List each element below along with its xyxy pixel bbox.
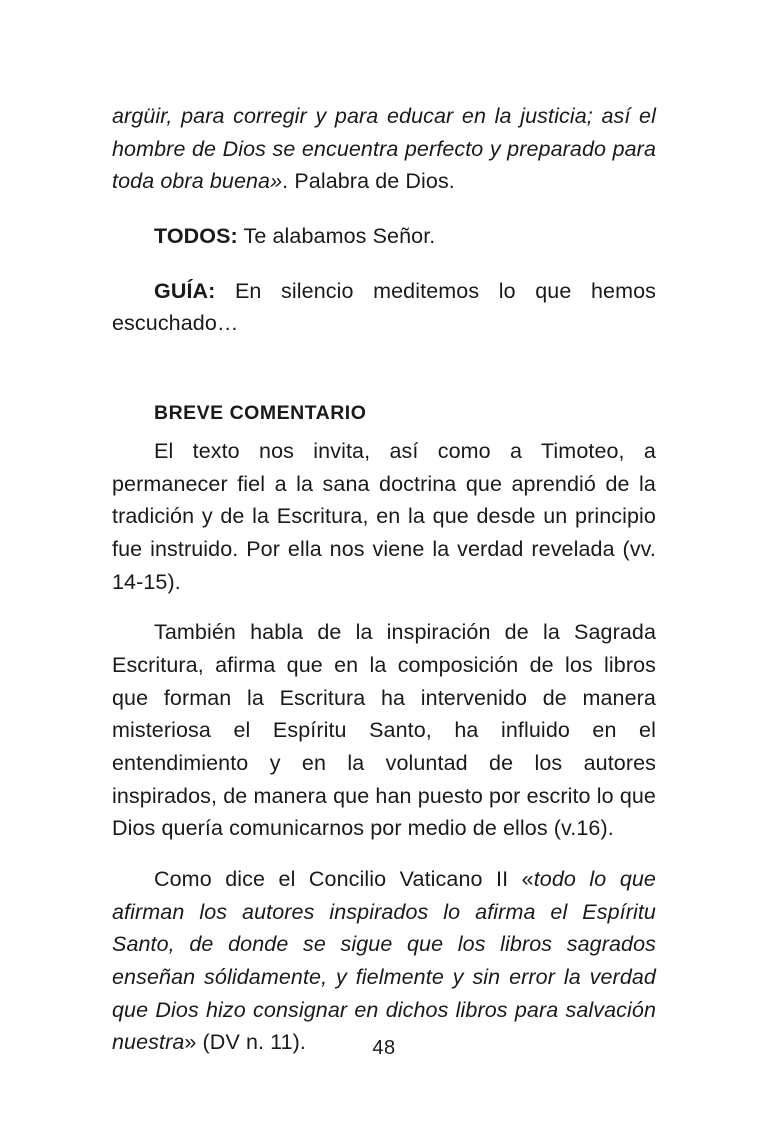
commentary-quote-paragraph bbox=[112, 863, 656, 1059]
commentary-paragraph-2: También habla de la inspiración de la Sagrada Escritura, afirma que en la composición de los libros que forman la Escritura ha intervenido de manera misteriosa el Espíritu Santo, ha influido en el entendimiento y en la voluntad de los autores inspirados, de manera que han puesto por escrito lo que Dios quería comunicarnos por medio de ellos (v.16). bbox=[112, 620, 656, 841]
quote-intro-text: Como dice el Concilio Vaticano II « bbox=[154, 867, 534, 892]
response-guia bbox=[112, 275, 656, 340]
response-speaker-guia: GUÍA: bbox=[154, 278, 216, 303]
scripture-closing-text: . Palabra de Dios. bbox=[282, 169, 455, 194]
scripture-reading-end bbox=[112, 100, 656, 198]
page-number: 48 bbox=[372, 1037, 396, 1059]
quote-close-text: » (DV n. 11). bbox=[184, 1030, 307, 1055]
response-text-guia: En silencio meditemos lo que hemos escuchado… bbox=[112, 278, 656, 336]
response-speaker-todos: TODOS: bbox=[154, 224, 238, 249]
scripture-italic-text: argüir, para corregir y para educar en la justicia; así el hombre de Dios se encuentra perfecto y preparado para toda obra buena» bbox=[112, 104, 656, 194]
commentary-paragraph-1: El texto nos invita, así como a Timoteo, a permanecer fiel a la sana doctrina que aprendió de la tradición y de la Escritura, en la que desde un principio fue instruido. Por ella nos viene la verdad revelada (vv. 14-15). bbox=[112, 439, 656, 594]
response-todos bbox=[112, 220, 656, 253]
response-text-todos: Te alabamos Señor. bbox=[237, 224, 436, 249]
quote-body-text: todo lo que afirman los autores inspirados lo afirma el Espíritu Santo, de donde se sigue que los libros sagrados enseñan sólidamente, y fielmente y sin error la verdad que Dios hizo consignar en dichos libros para salvación nuestra bbox=[112, 867, 656, 1055]
commentary-heading: BREVE COMENTARIO bbox=[154, 402, 367, 425]
